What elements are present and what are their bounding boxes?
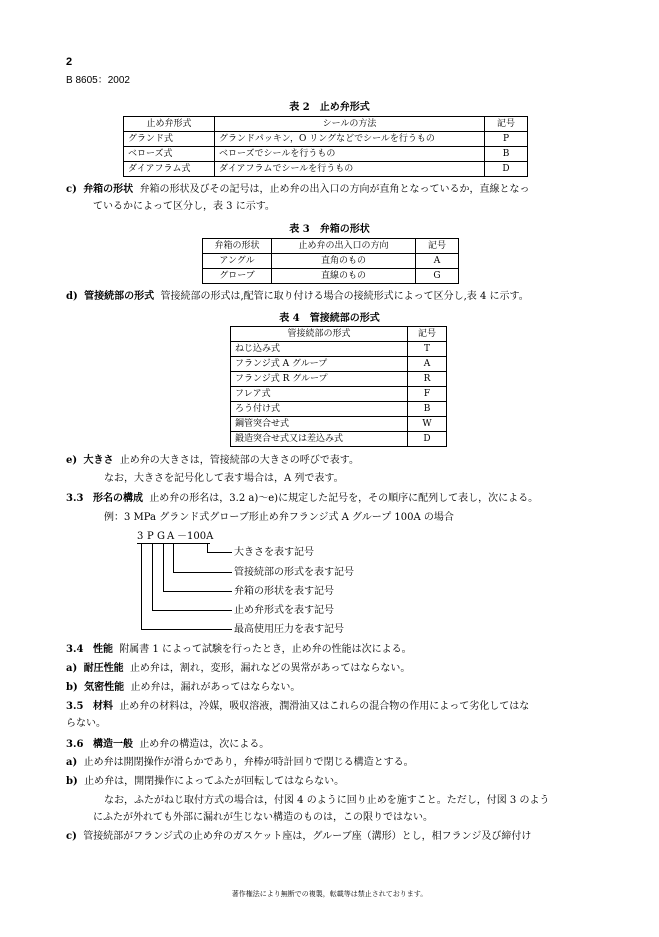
section-3-5-line2: らない。: [66, 718, 106, 729]
section-number: 3.4: [66, 644, 84, 655]
para-3-6-b: [66, 775, 344, 788]
table-cell: グランド式: [124, 132, 215, 147]
para-3-6-note-line2: にふたが外れても外部に漏れが生じない構造のものは，この限りではない。: [93, 812, 433, 823]
code-char: P: [147, 531, 154, 542]
table-row: [231, 372, 447, 387]
section-text: 止め弁の構造は，次による。: [139, 739, 270, 750]
para-e-note: なお，大きさを記号化して表す場合は，A 列で表す。: [104, 473, 344, 484]
legend-pressure: 最高使用圧力を表す記号: [234, 624, 344, 635]
table-cell: A: [416, 254, 459, 269]
item-term: 気密性能: [84, 682, 125, 693]
section-3-3: [66, 492, 538, 505]
section-3-6: [66, 738, 269, 751]
table-row: [231, 342, 447, 357]
table4-caption: 表 4 管接続部の形式: [279, 313, 380, 324]
table-cell: フレア式: [231, 387, 408, 402]
table-cell: ねじ込み式: [231, 342, 408, 357]
legend-connection: 管接続部の形式を表す記号: [234, 567, 354, 578]
code-char: A: [167, 531, 175, 542]
item-label: c): [66, 184, 77, 195]
para-c-line2: ているかによって区分し，表 3 に示す。: [93, 201, 275, 212]
legend-valve-type: 止め弁形式を表す記号: [234, 605, 334, 616]
table-cell: B: [485, 147, 528, 162]
table3-caption: 表 3 弁箱の形状: [289, 224, 370, 235]
leader-line: [141, 543, 232, 630]
table-row: [124, 147, 528, 162]
item-text: 止め弁は開閉操作が滑らかであり，弁棒が時計回りで閉じる構造とする。: [83, 757, 414, 768]
table-cell: R: [408, 372, 447, 387]
para-3-6-c: [66, 830, 531, 843]
table-header-cell: シールの方法: [215, 117, 485, 132]
section-text: 止め弁の材料は，冷媒，吸収溶液，潤滑油又はこれらの混合物の作用によって劣化してはな: [119, 701, 530, 712]
table-cell: 直角のもの: [272, 254, 416, 269]
item-text: 管接続部の形式は,配管に取り付ける場合の接続形式によって区分し,表 4 に示す。: [160, 291, 529, 302]
table-cell: 鍛造突合せ式又は差込み式: [231, 432, 408, 447]
table-cell: グランドパッキン，O リングなどでシールを行うもの: [215, 132, 485, 147]
item-term: 弁箱の形状: [83, 184, 134, 195]
page-number: 2: [66, 56, 73, 68]
item-term: 耐圧性能: [83, 663, 124, 674]
para-3-4-b: [66, 681, 300, 694]
table-cell: ダイアフラム式: [124, 162, 215, 177]
table-cell: 鋼管突合せ式: [231, 417, 408, 432]
item-text: 止め弁は，割れ，変形，漏れなどの異常があってはならない。: [129, 663, 411, 674]
table-row: [231, 387, 447, 402]
table3: [202, 238, 459, 284]
table-cell: 直線のもの: [272, 269, 416, 284]
table-cell: D: [485, 162, 528, 177]
table-row: [231, 402, 447, 417]
legend-size: 大きさを表す記号: [234, 547, 314, 558]
table2: [123, 116, 528, 177]
table-row: [231, 417, 447, 432]
item-label: e): [66, 455, 78, 466]
copyright-footer: 著作権法により無断での複製，転載等は禁止されております。: [231, 890, 428, 898]
table-cell: グローブ: [203, 269, 272, 284]
para-3-6-a: [66, 756, 414, 769]
standard-number: B 8605：2002: [66, 75, 130, 86]
table2-caption: 表 2 止め弁形式: [289, 102, 370, 113]
para-3-6-note-line1: なお，ふたがねじ取付方式の場合は，付図 4 のように回り止めを施すこと。ただし，付図 3 のよう: [104, 795, 550, 806]
table-header-row: [231, 327, 447, 342]
table-cell: フランジ式 A グループ: [231, 357, 408, 372]
item-text: 管接続部がフランジ式の止め弁のガスケット座は，グルーブ座（溝形）とし，相フランジ及び締付け: [83, 831, 532, 842]
item-term: 管接続部の形式: [84, 291, 155, 302]
table-row: [124, 132, 528, 147]
section-title: 性能: [92, 644, 113, 655]
code-char: 100A: [187, 531, 214, 542]
table-row: [124, 162, 528, 177]
table-header-cell: 記号: [485, 117, 528, 132]
table-header-cell: 記号: [408, 327, 447, 342]
table-header-row: [203, 239, 459, 254]
table-cell: P: [485, 132, 528, 147]
table-cell: T: [408, 342, 447, 357]
section-text: 附属書 1 によって試験を行ったとき，止め弁の性能は次による。: [119, 644, 412, 655]
example-line: 例：3 MPa グランド式グローブ形止め弁フランジ式 A グループ 100A の場合: [104, 512, 454, 523]
table-cell: ろう付け式: [231, 402, 408, 417]
item-text: 止め弁は，漏れがあってはならない。: [130, 682, 301, 693]
table-header-cell: 管接続部の形式: [231, 327, 408, 342]
table-cell: G: [416, 269, 459, 284]
item-label: a): [66, 663, 78, 674]
section-number: 3.5: [66, 701, 84, 712]
section-3-4: [66, 643, 412, 656]
para-e: [66, 454, 359, 467]
section-title: 材料: [92, 701, 113, 712]
table-row: [203, 269, 459, 284]
table-cell: ベローズでシールを行うもの: [215, 147, 485, 162]
table-cell: ダイアフラムでシールを行うもの: [215, 162, 485, 177]
item-label: c): [66, 831, 77, 842]
table-row: [231, 357, 447, 372]
item-label: b): [66, 776, 78, 787]
code-char: 3: [137, 531, 144, 542]
table-cell: B: [408, 402, 447, 417]
item-text: 止め弁の大きさは，管接続部の大きさの呼びで表す。: [119, 455, 360, 466]
table-row: [203, 254, 459, 269]
item-text: 弁箱の形状及びその記号は，止め弁の出入口の方向が直角となっているか，直線となっ: [139, 184, 530, 195]
table-header-row: [124, 117, 528, 132]
table-cell: A: [408, 357, 447, 372]
table4: [230, 326, 447, 447]
table-cell: アングル: [203, 254, 272, 269]
section-3-5: [66, 700, 529, 713]
item-label: a): [66, 757, 78, 768]
table-header-cell: 弁箱の形状: [203, 239, 272, 254]
section-number: 3.6: [66, 739, 84, 750]
section-title: 構造一般: [92, 739, 133, 750]
section-number: 3.3: [66, 493, 84, 504]
table-cell: ベローズ式: [124, 147, 215, 162]
table-header-cell: 止め弁の出入口の方向: [272, 239, 416, 254]
code-char: G: [157, 531, 165, 542]
para-c: [66, 183, 530, 196]
table-row: [231, 432, 447, 447]
item-text: 止め弁は，開閉操作によってふたが回転してはならない。: [84, 776, 345, 787]
table-cell: フランジ式 R グループ: [231, 372, 408, 387]
para-3-4-a: [66, 662, 410, 675]
legend-body-shape: 弁箱の形状を表す記号: [234, 586, 334, 597]
item-term: 大きさ: [83, 455, 114, 466]
table-cell: D: [408, 432, 447, 447]
table-header-cell: 止め弁形式: [124, 117, 215, 132]
code-char: －: [177, 531, 187, 542]
table-header-cell: 記号: [416, 239, 459, 254]
item-label: d): [66, 291, 78, 302]
table-cell: W: [408, 417, 447, 432]
item-label: b): [66, 682, 78, 693]
section-title: 形名の構成: [92, 493, 143, 504]
para-d: [66, 290, 529, 303]
section-text: 止め弁の形名は，3.2 a)～e)に規定した記号を，その順序に配列して表し，次による。: [149, 493, 539, 504]
table-cell: F: [408, 387, 447, 402]
